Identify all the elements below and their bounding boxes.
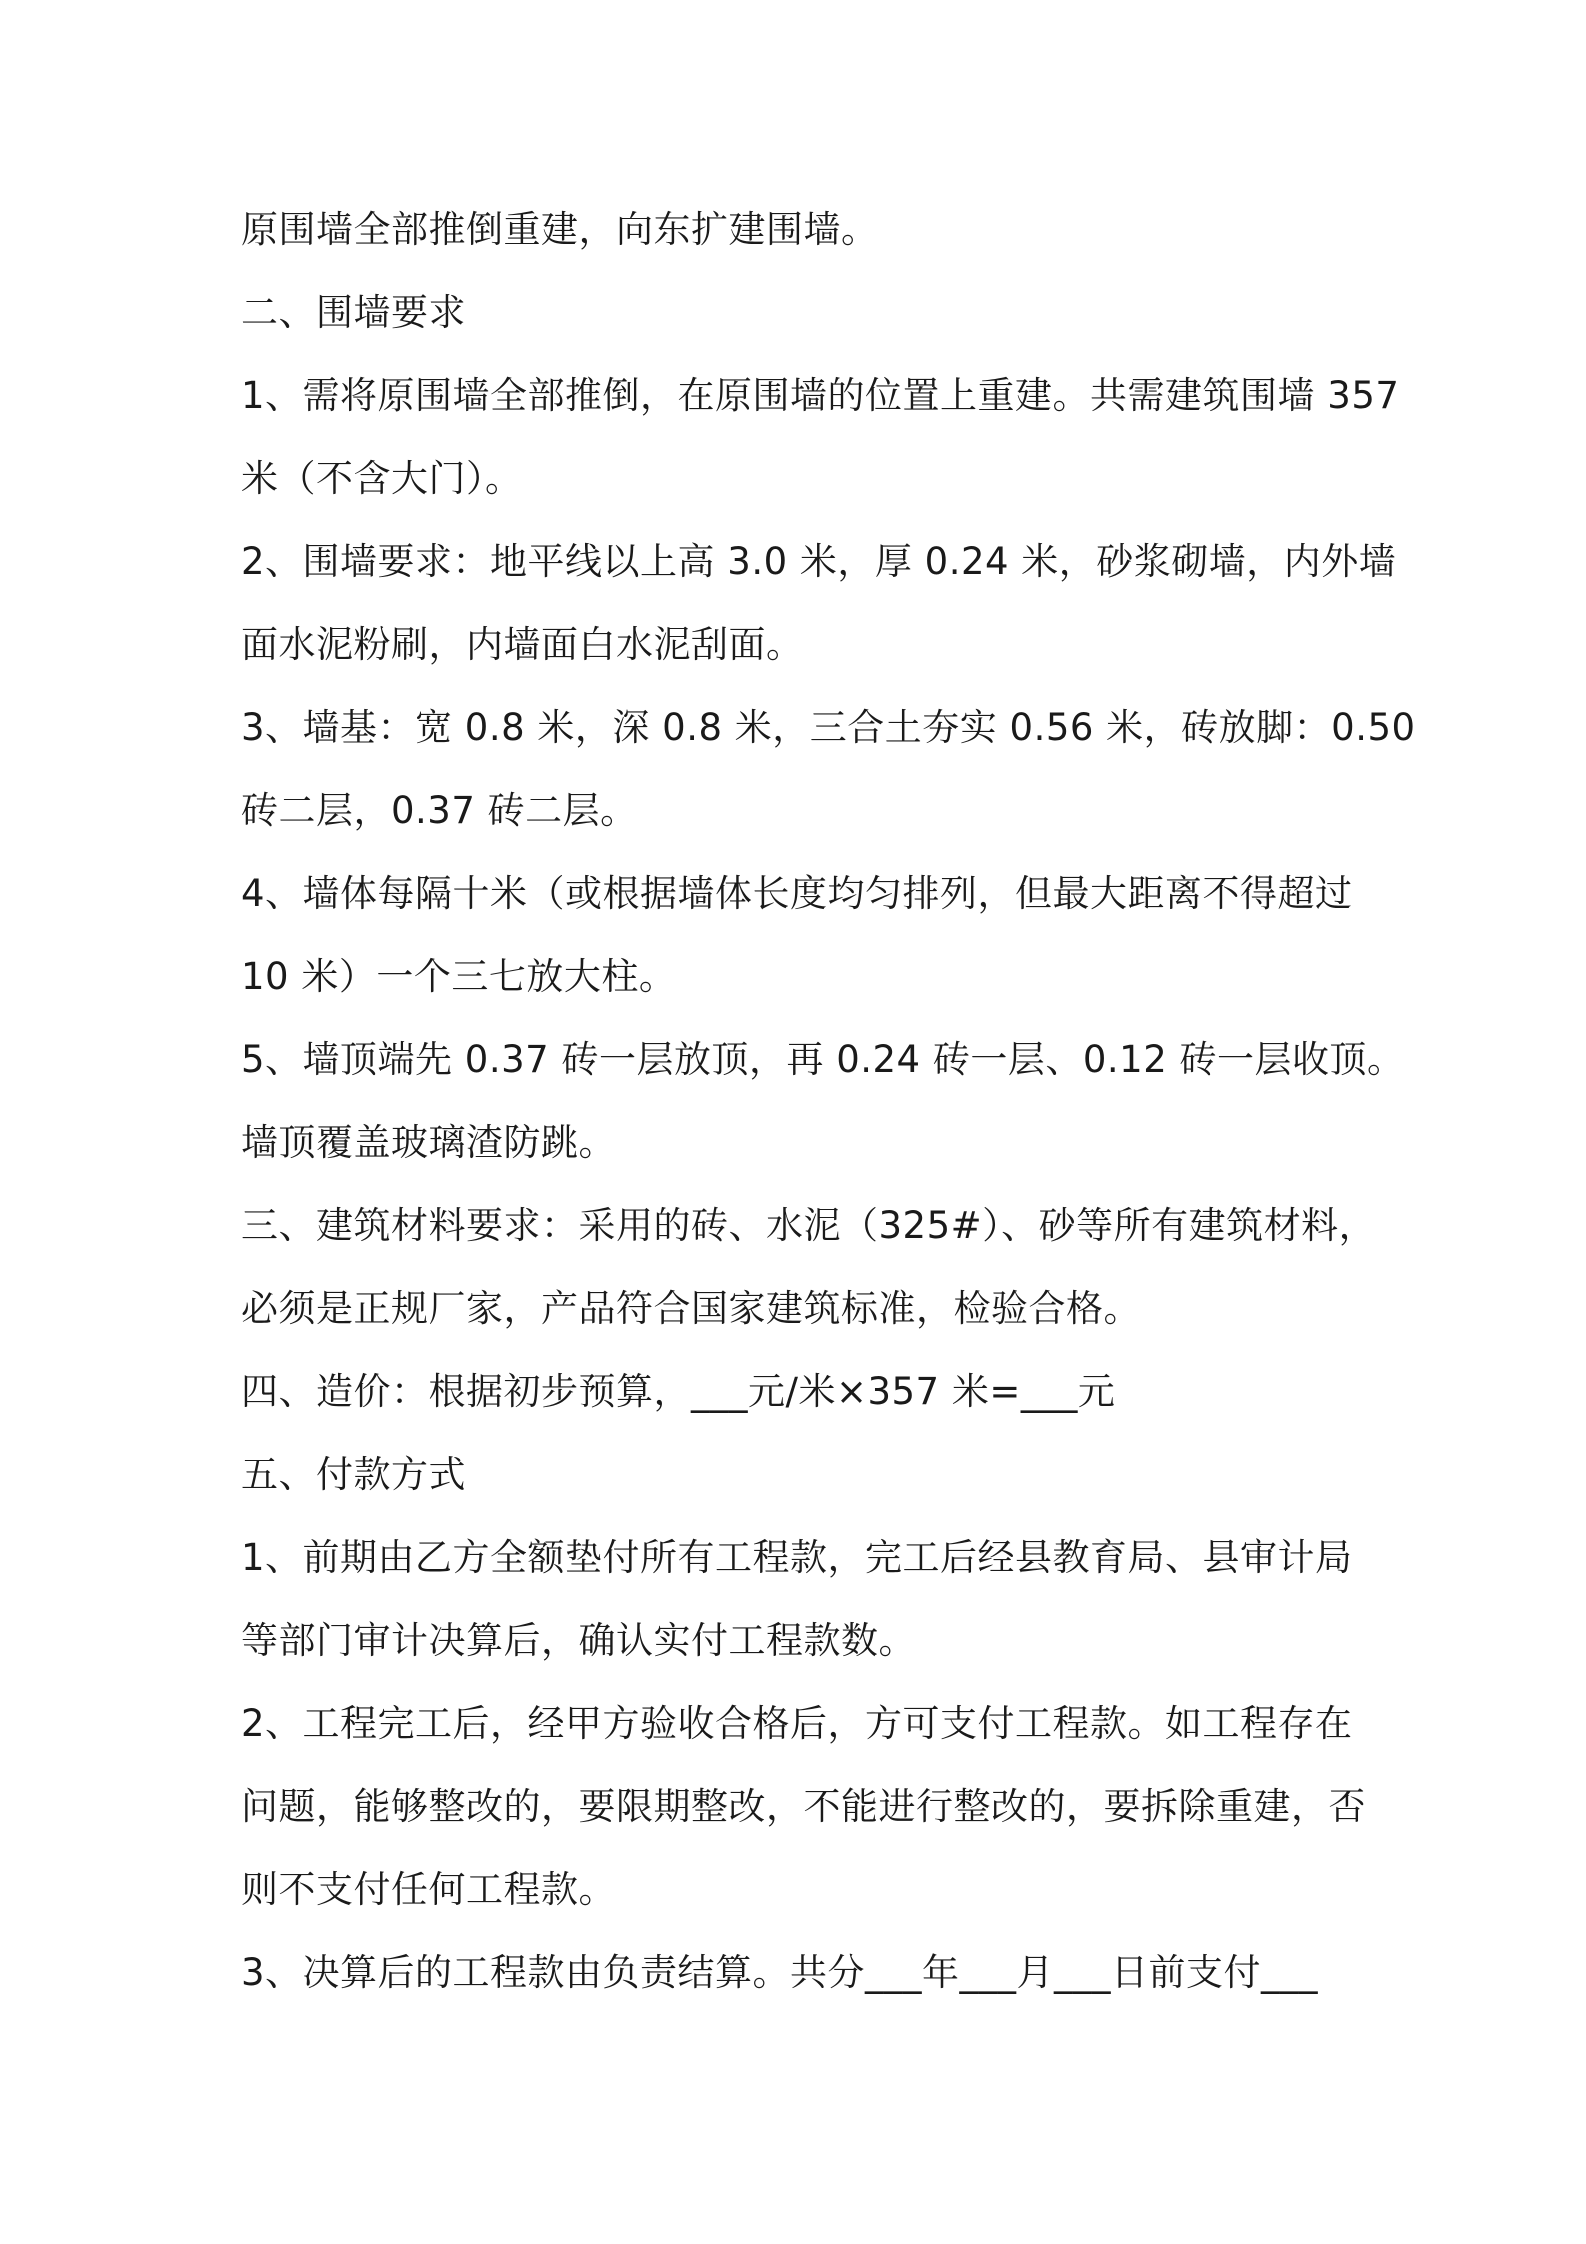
text-line-21: 则不支付任何工程款。 (241, 1868, 616, 1911)
text-line-12: 墙顶覆盖玻璃渣防跳。 (241, 1121, 616, 1164)
text-line-4: 米（不含大门）。 (241, 457, 523, 500)
text-line-17: 1、前期由乙方全额垫付所有工程款，完工后经县教育局、县审计局 (241, 1536, 1353, 1579)
text-line-14: 必须是正规厂家，产品符合国家建筑标准，检验合格。 (241, 1287, 1141, 1330)
text-line-3: 1、需将原围墙全部推倒，在原围墙的位置上重建。共需建筑围墙 357 (241, 374, 1400, 417)
text-line-18: 等部门审计决算后，确认实付工程款数。 (241, 1619, 916, 1662)
text-line-22: 3、决算后的工程款由负责结算。共分___年___月___日前支付___ (241, 1951, 1319, 1994)
text-line-20: 问题，能够整改的，要限期整改，不能进行整改的，要拆除重建，否 (241, 1785, 1366, 1828)
text-line-19: 2、工程完工后，经甲方验收合格后，方可支付工程款。如工程存在 (241, 1702, 1353, 1745)
text-line-6: 面水泥粉刷，内墙面白水泥刮面。 (241, 623, 804, 666)
text-line-11: 5、墙顶端先 0.37 砖一层放顶，再 0.24 砖一层、0.12 砖一层收顶。 (241, 1038, 1405, 1081)
section-heading-5: 五、付款方式 (241, 1453, 466, 1496)
text-line-13: 三、建筑材料要求：采用的砖、水泥（325#）、砂等所有建筑材料， (241, 1204, 1377, 1247)
text-line-1: 原围墙全部推倒重建，向东扩建围墙。 (241, 208, 879, 251)
text-line-9: 4、墙体每隔十米（或根据墙体长度均匀排列，但最大距离不得超过 (241, 872, 1353, 915)
text-line-15: 四、造价：根据初步预算，___元/米×357 米=___元 (241, 1370, 1116, 1413)
text-line-7: 3、墙基：宽 0.8 米，深 0.8 米，三合土夯实 0.56 米，砖放脚：0.50 (241, 706, 1416, 749)
section-heading-2: 二、围墙要求 (241, 291, 466, 334)
text-line-8: 砖二层，0.37 砖二层。 (241, 789, 638, 832)
text-line-10: 10 米）一个三七放大柱。 (241, 955, 677, 998)
text-line-5: 2、围墙要求：地平线以上高 3.0 米，厚 0.24 米，砂浆砌墙，内外墙 (241, 540, 1397, 583)
